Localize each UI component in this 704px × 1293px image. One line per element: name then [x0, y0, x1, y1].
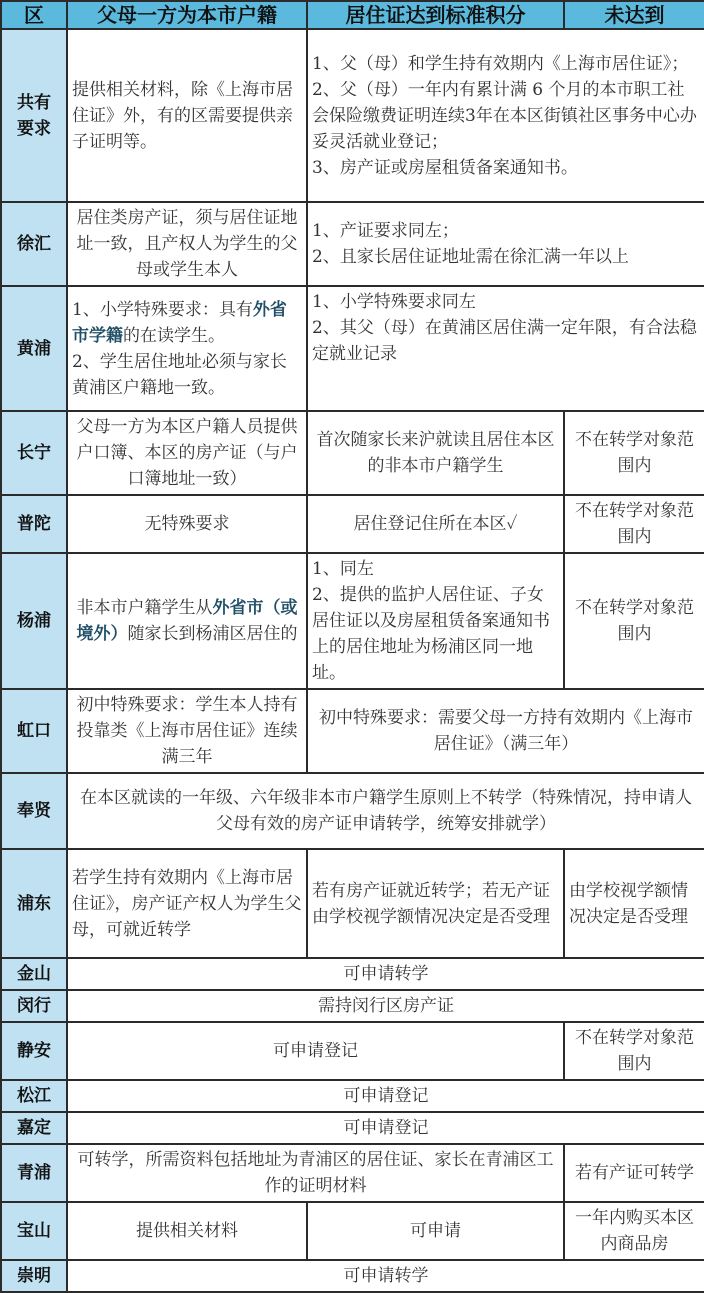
district-label: 要求 [17, 118, 51, 139]
local-hukou-cell [67, 286, 307, 411]
not-met-cell: 不在转学对象范围内 [564, 553, 704, 689]
table-row [1, 286, 704, 411]
residence-permit-cell [307, 553, 564, 689]
local-hukou-cell: 提供相关材料，除《上海市居住证》外，有的区需要提供亲子证明等。 [67, 29, 307, 202]
requirement-item: 2、学生居住地址必须与家长黄浦区户籍地一致。 [72, 351, 287, 398]
residence-permit-cell: 可申请 [307, 1202, 564, 1260]
residence-permit-cell [307, 29, 704, 202]
table-row [1, 29, 704, 202]
requirement-item: 1、父（母）和学生持有效期内《上海市居住证》； [312, 53, 689, 74]
district-cell: 长宁 [1, 411, 67, 495]
requirement-item: 2、提供的监护人居住证、子女居住证以及房屋租赁备案通知书上的居住地址为杨浦区同一地址。 [312, 585, 550, 683]
district-cell: 嘉定 [1, 1112, 67, 1144]
table-row [1, 202, 704, 286]
district-cell: 闵行 [1, 990, 67, 1022]
table-row [1, 849, 704, 958]
residence-permit-cell: 首次随家长来沪就读且居住本区的非本市户籍学生 [307, 411, 564, 495]
requirement-text: 的在读学生。 [123, 325, 225, 346]
district-cell: 松江 [1, 1080, 67, 1112]
district-cell: 金山 [1, 958, 67, 990]
header-local-hukou: 父母一方为本市户籍 [67, 1, 307, 29]
district-label: 共有 [17, 92, 51, 113]
district-cell: 普陀 [1, 495, 67, 553]
table-row [1, 553, 704, 689]
table-row [1, 1022, 704, 1080]
requirement-item: 1、小学特殊要求同左 [312, 292, 476, 312]
merged-policy-cell: 可申请登记 [67, 1112, 704, 1144]
not-met-cell: 不在转学对象范围内 [564, 411, 704, 495]
merged-policy-cell: 在本区就读的一年级、六年级非本市户籍学生原则上不转学（特殊情况，持申请人父母有效的房产证申请转学，统筹安排就学） [67, 773, 704, 849]
table-row [1, 990, 704, 1022]
requirement-item: 1、产证要求同左； [312, 221, 459, 241]
emphasis-text: 外省市 [212, 598, 264, 618]
district-cell: 虹口 [1, 689, 67, 773]
table-row [1, 411, 704, 495]
requirement-item: 3、房产证或房屋租赁备案通知书。 [312, 157, 578, 178]
not-met-cell: 不在转学对象范围内 [564, 495, 704, 553]
table-row [1, 773, 704, 849]
table-row [1, 1112, 704, 1144]
requirement-text: 非本市户籍学生从 [76, 598, 213, 618]
merged-policy-cell: 需持闵行区房产证 [67, 990, 704, 1022]
district-cell: 静安 [1, 1022, 67, 1080]
local-hukou-cell: 无特殊要求 [67, 495, 307, 553]
header-residence-permit-met: 居住证达到标准积分 [307, 1, 564, 29]
residence-permit-cell: 若有房产证就近转学；若无产证由学校视学额情况决定是否受理 [307, 849, 564, 958]
local-hukou-cell: 提供相关材料 [67, 1202, 307, 1260]
district-cell: 浦东 [1, 849, 67, 958]
header-district: 区 [1, 1, 67, 29]
table-row [1, 1144, 704, 1202]
district-cell: 宝山 [1, 1202, 67, 1260]
local-hukou-cell: 若学生持有效期内《上海市居住证》，房产证产权人为学生父母，可就近转学 [67, 849, 307, 958]
not-met-cell: 不在转学对象范围内 [564, 1022, 704, 1080]
merged-policy-cell: 可申请登记 [67, 1022, 564, 1080]
table-row [1, 1080, 704, 1112]
emphasis-text: 外省市学籍 [72, 299, 287, 346]
residence-permit-cell: 初中特殊要求：需要父母一方持有效期内《上海市居住证》（满三年） [307, 689, 704, 773]
district-cell: 青浦 [1, 1144, 67, 1202]
merged-policy-cell: 可转学，所需资料包括地址为青浦区的居住证、家长在青浦区工作的证明材料 [67, 1144, 564, 1202]
merged-policy-cell: 可申请登记 [67, 1080, 704, 1112]
merged-policy-cell: 可申请转学 [67, 1260, 704, 1292]
local-hukou-cell [67, 553, 307, 689]
requirement-text: 1、小学特殊要求：具有 [72, 299, 253, 320]
local-hukou-cell: 父母一方为本区户籍人员提供户口簿、本区的房产证（与户口簿地址一致） [67, 411, 307, 495]
table-row [1, 689, 704, 773]
requirement-item: 2、父（母）一年内有累计满 6 个月的本市职工社会保险缴费证明连续3年在本区街镇社区事务中心办妥灵活就业登记； [312, 79, 697, 152]
local-hukou-cell: 初中特殊要求：学生本人持有投靠类《上海市居住证》连续满三年 [67, 689, 307, 773]
table-row [1, 958, 704, 990]
not-met-cell: 由学校视学额情况决定是否受理 [564, 849, 704, 958]
emphasis-text: （或境外） [76, 598, 298, 644]
requirement-item: 2、且家长居住证地址需在徐汇满一年以上 [312, 247, 629, 267]
not-met-cell: 一年内购买本区内商品房 [564, 1202, 704, 1260]
local-hukou-cell: 居住类房产证，须与居住证地址一致，且产权人为学生的父母或学生本人 [67, 202, 307, 286]
not-met-cell: 若有产证可转学 [564, 1144, 704, 1202]
table-row [1, 1202, 704, 1260]
residence-permit-cell [307, 286, 704, 411]
district-cell: 徐汇 [1, 202, 67, 286]
district-cell: 奉贤 [1, 773, 67, 849]
district-cell: 黄浦 [1, 286, 67, 411]
district-cell [1, 29, 67, 202]
requirement-item: 1、同左 [312, 559, 374, 579]
table-row [1, 495, 704, 553]
table-row [1, 1260, 704, 1292]
residence-permit-cell: 居住登记住所在本区✓ [307, 495, 564, 553]
district-cell: 崇明 [1, 1260, 67, 1292]
requirement-item: 2、其父（母）在黄浦区居住满一定年限，有合法稳定就业记录 [312, 318, 697, 364]
requirement-text: 随家长到杨浦区居住的 [127, 624, 298, 644]
merged-policy-cell: 可申请转学 [67, 958, 704, 990]
residence-permit-cell [307, 202, 704, 286]
district-cell: 杨浦 [1, 553, 67, 689]
header-not-met: 未达到 [564, 1, 704, 29]
header-row [1, 1, 704, 29]
